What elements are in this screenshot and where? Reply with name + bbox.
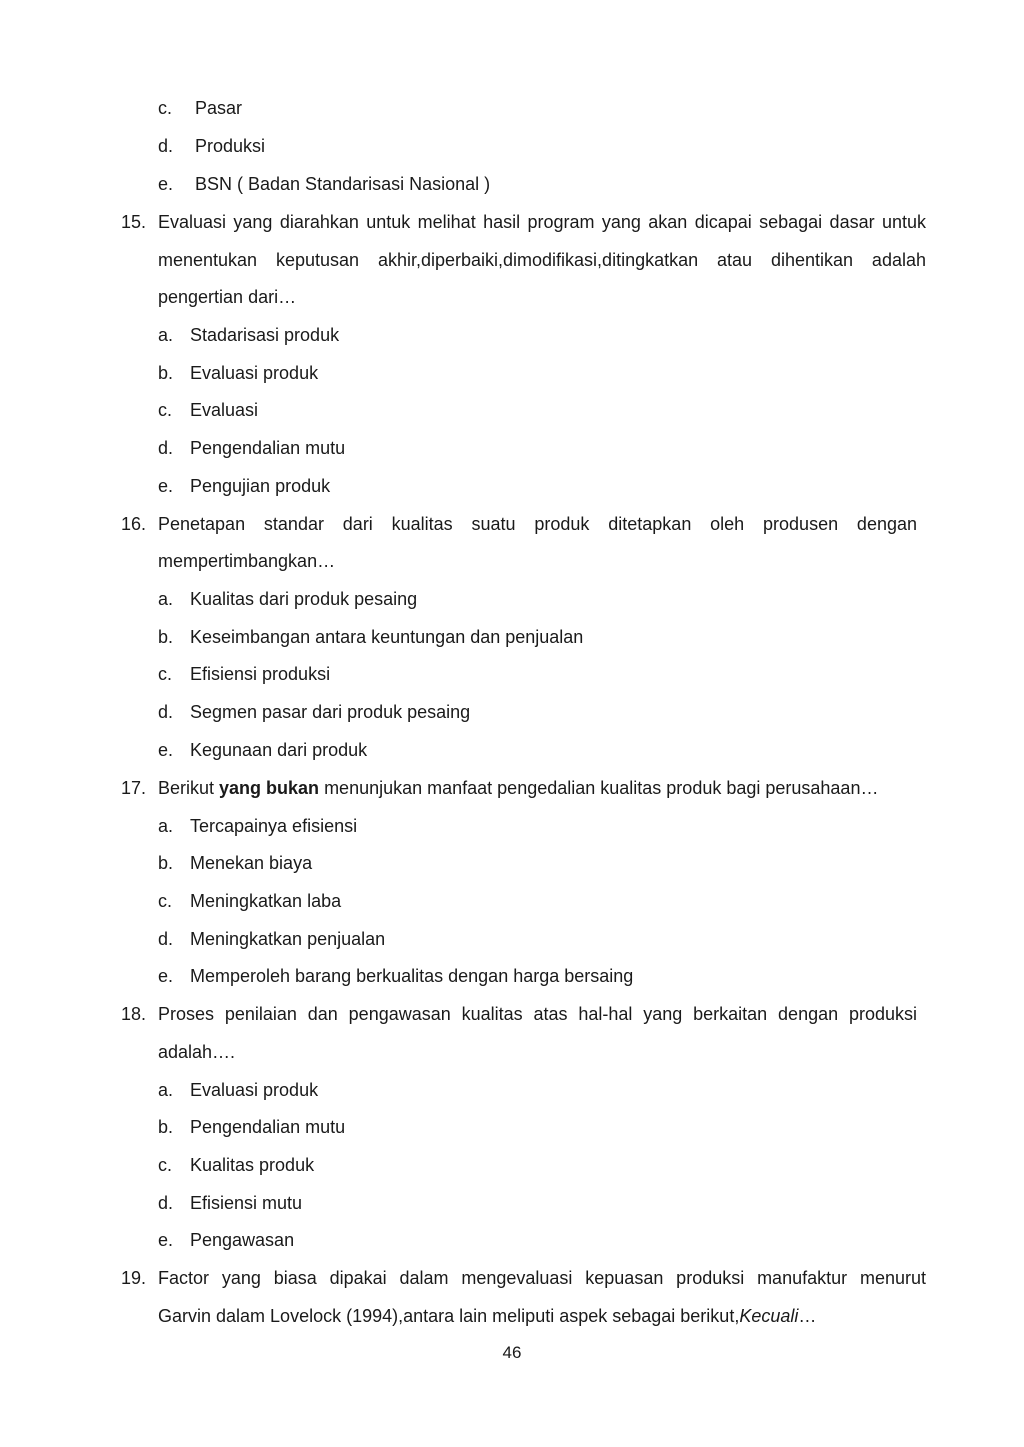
question-text: mempertimbangkan…	[158, 551, 336, 571]
option-text: Pengawasan	[190, 1230, 295, 1250]
option-text: Efisiensi mutu	[190, 1193, 303, 1213]
option-text: BSN ( Badan Standarisasi Nasional )	[195, 174, 491, 194]
option-label: a.	[158, 325, 174, 345]
option-label: c.	[158, 664, 173, 684]
option-text: Menekan biaya	[190, 853, 313, 873]
option-text: Pengujian produk	[190, 476, 331, 496]
option-label: d.	[158, 702, 174, 722]
option-text: Tercapainya efisiensi	[190, 816, 358, 836]
question-text: menentukan keputusan akhir,diperbaiki,dimodifikasi,ditingkatkan atau dihentikan adalah	[158, 250, 926, 270]
question-text-italic: Kecuali	[739, 1306, 799, 1326]
option-label: d.	[158, 136, 174, 156]
option-text: Evaluasi	[190, 400, 259, 420]
question-number: 15.	[121, 212, 147, 232]
option-text: Kualitas produk	[190, 1155, 315, 1175]
option-text: Evaluasi produk	[190, 363, 319, 383]
question-number: 16.	[121, 514, 147, 534]
question-number: 18.	[121, 1004, 147, 1024]
option-label: e.	[158, 174, 174, 194]
option-text: Efisiensi produksi	[190, 664, 331, 684]
question-text-suffix: menunjukan manfaat pengedalian kualitas produk bagi perusahaan…	[319, 778, 879, 798]
question-number: 17.	[121, 778, 147, 798]
option-text: Produksi	[195, 136, 266, 156]
question-text: Proses penilaian dan pengawasan kualitas atas hal-hal yang berkaitan dengan produksi	[158, 1004, 917, 1024]
question-text: Factor yang biasa dipakai dalam mengevaluasi kepuasan produksi manufaktur menurut	[158, 1268, 926, 1288]
option-label: a.	[158, 1080, 174, 1100]
option-text: Pasar	[195, 98, 243, 118]
option-text: Evaluasi produk	[190, 1080, 319, 1100]
question-text-suffix: …	[798, 1306, 817, 1326]
option-text: Memperoleh barang berkualitas dengan harga bersaing	[190, 966, 634, 986]
option-text: Stadarisasi produk	[190, 325, 340, 345]
option-label: b.	[158, 1117, 174, 1137]
question-text-prefix: Garvin dalam Lovelock (1994),antara lain meliputi aspek sebagai berikut,	[158, 1306, 740, 1326]
option-label: d.	[158, 929, 174, 949]
option-label: b.	[158, 363, 174, 383]
option-text: Segmen pasar dari produk pesaing	[190, 702, 471, 722]
option-label: c.	[158, 891, 173, 911]
question-text: Penetapan standar dari kualitas suatu produk ditetapkan oleh produsen dengan	[158, 514, 917, 534]
option-label: e.	[158, 966, 174, 986]
option-label: b.	[158, 853, 174, 873]
option-label: d.	[158, 1193, 174, 1213]
option-label: a.	[158, 589, 174, 609]
option-text: Keseimbangan antara keuntungan dan penjualan	[190, 627, 584, 647]
question-number: 19.	[121, 1268, 147, 1288]
option-label: c.	[158, 98, 173, 118]
option-label: c.	[158, 1155, 173, 1175]
question-text-emphasis: yang bukan	[219, 778, 320, 798]
option-label: b.	[158, 627, 174, 647]
page-number: 46	[502, 1343, 522, 1362]
option-label: a.	[158, 816, 174, 836]
question-text: adalah….	[158, 1042, 236, 1062]
question-text-prefix: Berikut	[158, 778, 220, 798]
option-text: Kualitas dari produk pesaing	[190, 589, 418, 609]
option-text: Meningkatkan penjualan	[190, 929, 386, 949]
option-text: Kegunaan dari produk	[190, 740, 368, 760]
question-text	[158, 1297, 926, 1335]
question-text: pengertian dari…	[158, 287, 297, 307]
option-text: Pengendalian mutu	[190, 1117, 346, 1137]
question-text	[158, 769, 926, 807]
option-label: c.	[158, 400, 173, 420]
option-text: Pengendalian mutu	[190, 438, 346, 458]
option-label: e.	[158, 1230, 174, 1250]
question-text: Evaluasi yang diarahkan untuk melihat hasil program yang akan dicapai sebagai dasar untuk	[158, 212, 926, 232]
option-label: d.	[158, 438, 174, 458]
option-label: e.	[158, 740, 174, 760]
option-text: Meningkatkan laba	[190, 891, 342, 911]
option-label: e.	[158, 476, 174, 496]
